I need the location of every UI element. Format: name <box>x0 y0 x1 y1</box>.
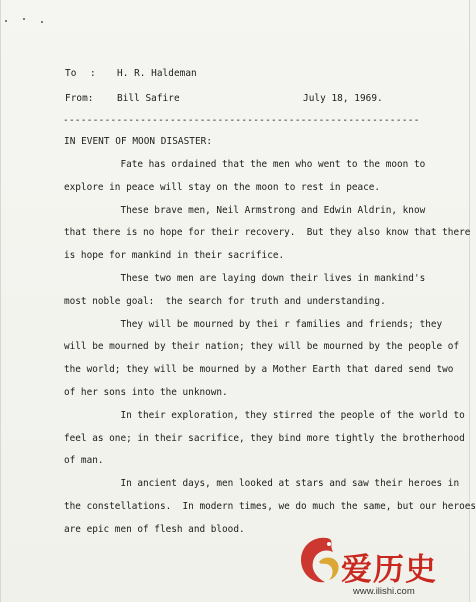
body-line: of her sons into the unknown. <box>64 386 228 398</box>
watermark-logo-text: 爱历史 <box>341 552 437 588</box>
site-watermark <box>293 532 468 600</box>
body-line: These brave men, Neil Armstrong and Edwin Aldrin, know <box>64 204 426 216</box>
watermark-url: www.ilishi.com <box>353 586 415 597</box>
header-divider: ------------------------------------------------------------ <box>63 115 420 126</box>
from-label: From: <box>65 93 94 104</box>
memo-subject: IN EVENT OF MOON DISASTER: <box>64 136 213 147</box>
memo-date: July 18, 1969. <box>303 93 383 104</box>
body-line: feel as one; in their sacrifice, they bind more tightly the brotherhood <box>64 432 465 444</box>
to-recipient: H. R. Haldeman <box>117 68 197 79</box>
memo-body <box>64 154 476 542</box>
paper-specks <box>5 18 49 24</box>
to-colon: : <box>90 68 96 79</box>
body-line: of man. <box>64 455 104 467</box>
body-line: the world; they will be mourned by a Mother Earth that dared send two <box>64 364 454 376</box>
from-sender: Bill Safire <box>117 93 180 104</box>
body-line: the constellations. In modern times, we do much the same, but our heroes <box>64 500 476 512</box>
body-line: explore in peace will stay on the moon to rest in peace. <box>64 181 381 193</box>
body-line: These two men are laying down their lives in mankind's <box>64 272 426 284</box>
body-line: In their exploration, they stirred the people of the world to <box>64 409 465 421</box>
body-line: will be mourned by their nation; they will be mourned by the people of <box>64 341 460 353</box>
body-line: They will be mourned by thei r families and friends; they <box>64 318 443 330</box>
body-line: In ancient days, men looked at stars and saw their heroes in <box>64 478 460 490</box>
body-line: is hope for mankind in their sacrifice. <box>64 250 285 262</box>
to-label: To <box>65 68 77 79</box>
body-line: most noble goal: the search for truth and understanding. <box>64 295 386 307</box>
body-line: Fate has ordained that the men who went to the moon to <box>64 159 426 170</box>
body-line: that there is no hope for their recovery. But they also know that there <box>64 227 471 239</box>
body-line: are epic men of flesh and blood. <box>64 523 245 535</box>
